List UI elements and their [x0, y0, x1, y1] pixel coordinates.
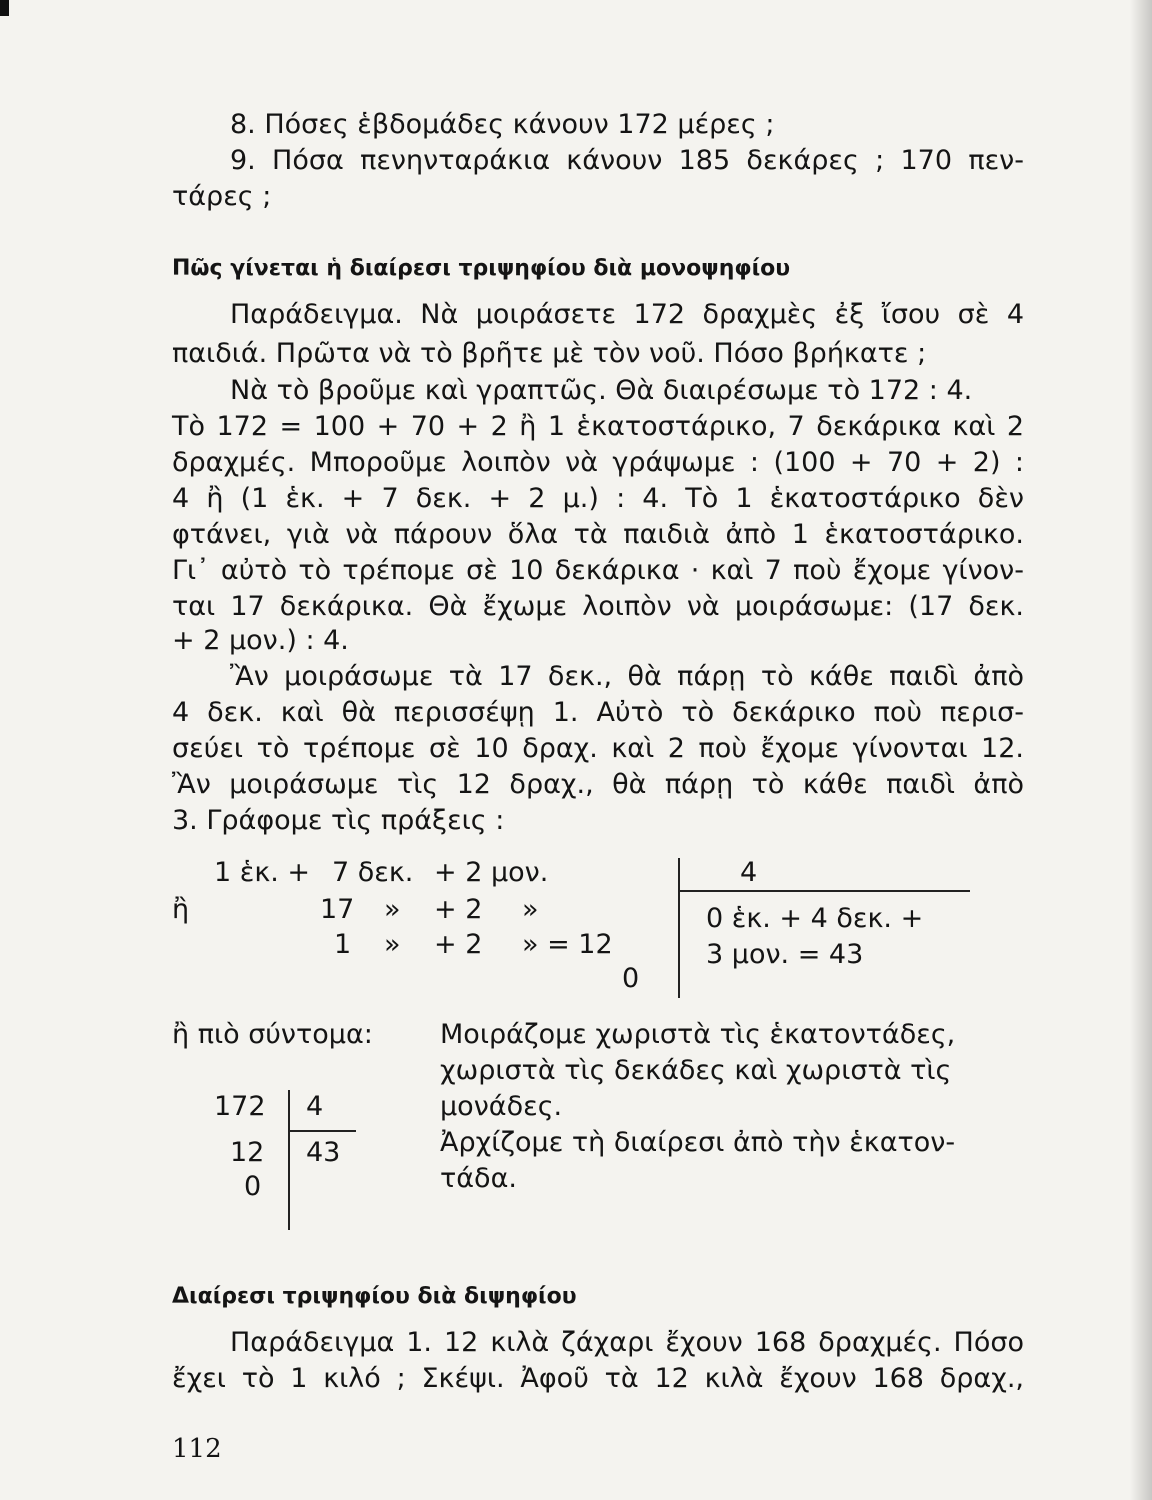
scan-corner-mark — [0, 0, 9, 16]
paragraph-2-line-8: + 2 μον.) : 4. — [172, 625, 349, 656]
short-method-remainder: 0 — [244, 1171, 262, 1202]
paragraph-3-line-5: 3. Γράφομε τὶς πράξεις : — [172, 805, 505, 836]
section-heading-2: Διαίρεσι τριψηφίου διὰ διψηφίου — [172, 1284, 577, 1309]
division-divisor: 4 — [740, 857, 758, 888]
division-row1-hundreds: 1 ἑκ. + — [214, 857, 311, 888]
division-row2-units: + 2 — [434, 894, 483, 925]
short-method-explanation-line-4: Ἀρχίζομε τὴ διαίρεσι ἀπὸ τὴν ἑκατον- — [440, 1127, 956, 1158]
division-row2-mark: » — [384, 894, 401, 925]
short-method-dividend: 172 — [214, 1091, 266, 1122]
paragraph-3-line-1: Ἂν μοιράσωμε τὰ 17 δεκ., θὰ πάρῃ τὸ κάθε παιδὶ ἀπὸ — [230, 661, 1024, 692]
section-2-paragraph-line-1: Παράδειγμα 1. 12 κιλὰ ζάχαρι ἔχουν 168 δραχμές. Πόσο — [230, 1327, 1024, 1358]
paragraph-3-line-2: 4 δεκ. καὶ θὰ περισσέψῃ 1. Αὐτὸ τὸ δεκάρικο ποὺ περισ- — [172, 697, 1024, 728]
paragraph-2-line-2: Τὸ 172 = 100 + 70 + 2 ἢ 1 ἑκατοστάρικο, 7 δεκάρικα καὶ 2 — [172, 411, 1024, 442]
paragraph-2-line-4: 4 ἢ (1 ἑκ. + 7 δεκ. + 2 μ.) : 4. Τὸ 1 ἑκατοστάρικο δὲν — [172, 483, 1024, 514]
division-row3-tens: 1 — [334, 929, 352, 960]
division-horizontal-rule — [678, 890, 970, 892]
short-method-explanation-line-1: Μοιράζομε χωριστὰ τὶς ἑκατοντάδες, — [440, 1019, 956, 1050]
division-row3-total: » = 12 — [522, 929, 613, 960]
short-method-partial: 12 — [230, 1137, 265, 1168]
division-quotient-line-1: 0 ἑκ. + 4 δεκ. + — [706, 903, 924, 934]
short-method-quotient: 43 — [306, 1137, 341, 1168]
page-edge-shadow — [1130, 0, 1152, 1500]
division-row1-tens: 7 δεκ. — [332, 857, 414, 888]
exercise-8: 8. Πόσες ἑβδομάδες κάνουν 172 μέρες ; — [230, 109, 775, 140]
paragraph-1-line-1: Παράδειγμα. Νὰ μοιράσετε 172 δραχμὲς ἐξ ἴσου σὲ 4 — [230, 299, 1024, 330]
paragraph-2-line-5: φτάνει, γιὰ νὰ πάρουν ὅλα τὰ παιδιὰ ἀπὸ 1 ἑκατοστάρικο. — [172, 519, 1024, 550]
division-vertical-rule — [678, 858, 680, 998]
short-method-divisor: 4 — [306, 1091, 324, 1122]
paragraph-1-line-2: παιδιά. Πρῶτα νὰ τὸ βρῆτε μὲ τὸν νοῦ. Πόσο βρήκατε ; — [172, 338, 927, 369]
paragraph-3-line-3: σεύει τὸ τρέπομε σὲ 10 δραχ. καὶ 2 ποὺ ἔχομε γίνονται 12. — [172, 733, 1024, 764]
paragraph-2-line-6: Γι᾿ αὐτὸ τὸ τρέπομε σὲ 10 δεκάρικα · καὶ 7 ποὺ ἔχομε γίνον- — [172, 555, 1024, 586]
paragraph-2-line-1: Νὰ τὸ βροῦμε καὶ γραπτῶς. Θὰ διαιρέσωμε τὸ 172 : 4. — [230, 375, 973, 406]
division-quotient-line-2: 3 μον. = 43 — [706, 939, 864, 970]
division-row3-mark: » — [384, 929, 401, 960]
division-or-mark: ἢ — [172, 894, 190, 925]
section-2-paragraph-line-2: ἔχει τὸ 1 κιλό ; Σκέψι. Ἀφοῦ τὰ 12 κιλὰ ἔχουν 168 δραχ., — [172, 1363, 1024, 1394]
division-row2-mark-2: » — [522, 894, 539, 925]
short-method-explanation-line-5: τάδα. — [440, 1163, 517, 1194]
short-method-label: ἢ πιὸ σύντομα: — [172, 1019, 373, 1050]
division-row2-tens: 17 — [320, 894, 355, 925]
paragraph-2-line-7: ται 17 δεκάρικα. Θὰ ἔχωμε λοιπὸν νὰ μοιράσωμε: (17 δεκ. — [172, 591, 1024, 622]
division-remainder: 0 — [622, 963, 640, 994]
exercise-9-line-1: 9. Πόσα πενηνταράκια κάνουν 185 δεκάρες ; 170 πεν- — [230, 145, 1024, 176]
short-method-explanation-line-2: χωριστὰ τὶς δεκάδες καὶ χωριστὰ τὶς — [440, 1055, 952, 1086]
short-method-vertical-rule — [288, 1090, 290, 1230]
paragraph-2-line-3: δραχμές. Μποροῦμε λοιπὸν νὰ γράψωμε : (100 + 70 + 2) : — [172, 447, 1024, 478]
short-method-horizontal-rule — [288, 1130, 356, 1132]
short-method-explanation-line-3: μονάδες. — [440, 1091, 563, 1122]
page-number: 112 — [172, 1434, 222, 1464]
division-row3-units: + 2 — [434, 929, 483, 960]
paragraph-3-line-4: Ἂν μοιράσωμε τὶς 12 δραχ., θὰ πάρῃ τὸ κάθε παιδὶ ἀπὸ — [172, 769, 1024, 800]
division-row1-units: + 2 μον. — [434, 857, 549, 888]
exercise-9-line-2: τάρες ; — [172, 181, 272, 212]
section-heading-1: Πῶς γίνεται ἡ διαίρεσι τριψηφίου διὰ μονοψηφίου — [172, 256, 791, 281]
